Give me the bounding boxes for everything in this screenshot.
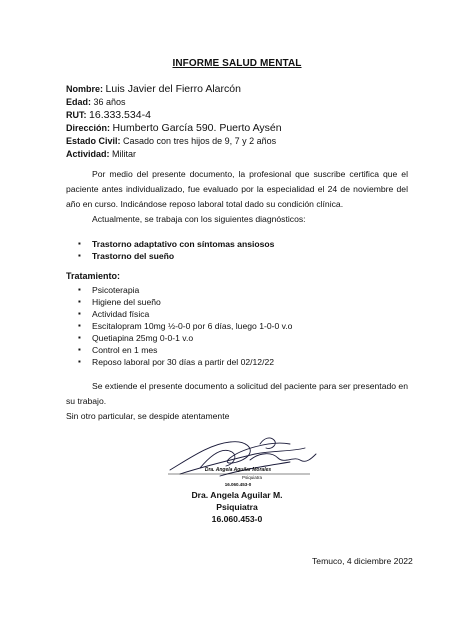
bullet-square-icon: ▪ — [78, 251, 81, 260]
bullet-square-icon: ▪ — [78, 333, 81, 342]
bullet-square-icon: ▪ — [78, 345, 81, 354]
bullet-square-icon: ▪ — [78, 321, 81, 330]
field-rut — [66, 110, 151, 121]
document-date: Temuco, 4 diciembre 2022 — [312, 556, 413, 566]
stamp-name-text: Dra. Angela Aguilar Morales — [204, 467, 272, 473]
signer-rut: 16.060.453-0 — [211, 514, 263, 524]
field-direccion — [66, 123, 282, 134]
treatment-text: Escitalopram 10mg ½-0-0 por 6 días, luego 1-0-0 v.o — [92, 321, 293, 331]
field-actividad — [66, 149, 136, 160]
diagnosis-text: Trastorno del sueño — [92, 251, 175, 261]
body-paragraph-1: Por medio del presente documento, la profesional que suscribe certifica que el paciente antes individualizado, fue evaluado por la especialidad el 24 de noviembre del año en curso. Indicándose reposo laboral total dado su condición clínica. — [66, 169, 408, 209]
field-edad — [66, 97, 126, 108]
diagnosis-text: Trastorno adaptativo con síntomas ansiosos — [92, 239, 275, 249]
nombre-value: Luis Javier del Fierro Alarcón — [105, 83, 241, 95]
document-title: INFORME SALUD MENTAL — [172, 58, 302, 69]
edad-value: 36 años — [93, 97, 126, 107]
bullet-square-icon: ▪ — [78, 357, 81, 366]
body-paragraph-2: Actualmente, se trabaja con los siguientes diagnósticos: — [92, 214, 306, 224]
signer-role: Psiquiatra — [216, 502, 258, 512]
treatment-text: Quetiapina 25mg 0-0-1 v.o — [92, 333, 194, 343]
field-estado-civil — [66, 136, 276, 147]
edad-label: Edad: — [66, 97, 92, 107]
estado-label: Estado Civil: — [66, 136, 121, 146]
rut-value: 16.333.534-4 — [89, 109, 151, 121]
field-nombre — [66, 84, 241, 95]
treatment-text: Control en 1 mes — [92, 345, 158, 355]
direccion-label: Dirección: — [66, 123, 111, 133]
treatment-text: Higiene del sueño — [92, 297, 161, 307]
stamp-role-text: Psiquiatra — [241, 475, 263, 480]
bullet-square-icon: ▪ — [78, 285, 81, 294]
closing-paragraph: Se extiende el presente documento a solicitud del paciente para ser presentado en su trabajo. — [66, 381, 408, 406]
stamp-rut-text: 16.060.453-0 — [224, 482, 252, 487]
bullet-square-icon: ▪ — [78, 297, 81, 306]
bullet-square-icon: ▪ — [78, 309, 81, 318]
signature-stamp — [160, 430, 320, 490]
bullet-square-icon: ▪ — [78, 239, 81, 248]
treatment-text: Reposo laboral por 30 días a partir del 02/12/22 — [92, 357, 275, 367]
actividad-label: Actividad: — [66, 149, 110, 159]
rut-label: RUT: — [66, 110, 87, 120]
estado-value: Casado con tres hijos de 9, 7 y 2 años — [123, 136, 277, 146]
treatment-text: Psicoterapia — [92, 285, 140, 295]
signature-drawing — [160, 430, 320, 490]
signer-name: Dra. Angela Aguilar M. — [191, 490, 283, 500]
farewell-text: Sin otro particular, se despide atentamente — [66, 411, 230, 421]
direccion-value: Humberto García 590. Puerto Aysén — [112, 122, 282, 134]
treatment-label: Tratamiento: — [66, 271, 121, 281]
actividad-value: Militar — [112, 149, 137, 159]
treatment-text: Actividad física — [92, 309, 150, 319]
nombre-label: Nombre: — [66, 84, 104, 94]
